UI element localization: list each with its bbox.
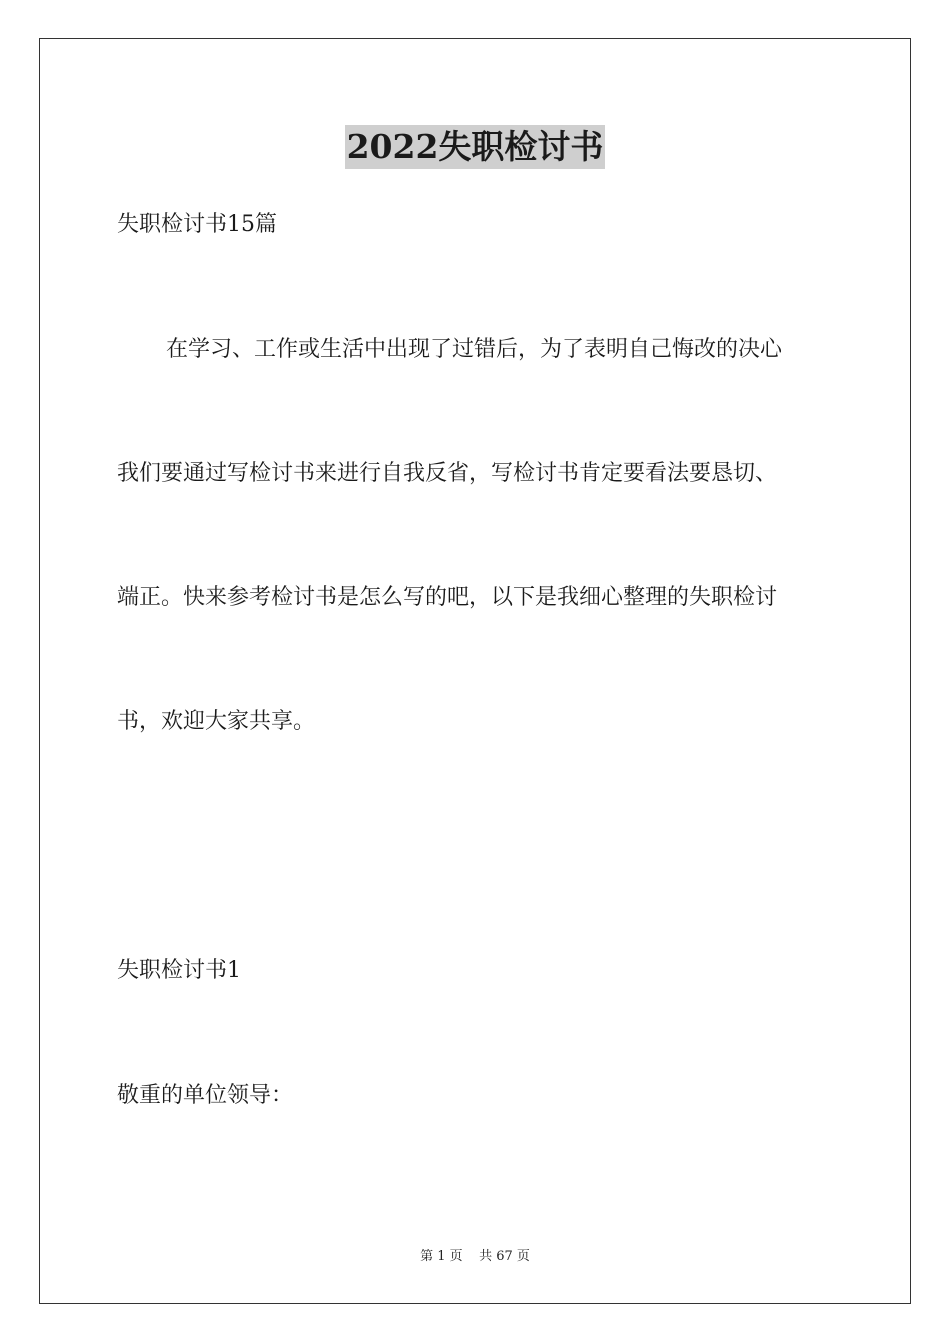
intro-line-4: 书，欢迎大家共享。 xyxy=(117,709,316,734)
document-subtitle: 失职检讨书15篇 xyxy=(117,212,277,237)
intro-line-2: 我们要通过写检讨书来进行自我反省，写检讨书肯定要看法要恳切、 xyxy=(117,461,778,486)
intro-line-1: 在学习、工作或生活中出现了过错后，为了表明自己悔改的决心 xyxy=(166,337,783,362)
title-container xyxy=(0,125,950,169)
page-footer: 第 1 页 共 67 页 xyxy=(420,1249,530,1264)
salutation: 敬重的单位领导： xyxy=(117,1083,294,1108)
document-title: 2022失职检讨书 xyxy=(345,125,606,169)
intro-line-3: 端正。快来参考检讨书是怎么写的吧，以下是我细心整理的失职检讨 xyxy=(117,585,778,610)
section-heading: 失职检讨书1 xyxy=(117,958,241,983)
